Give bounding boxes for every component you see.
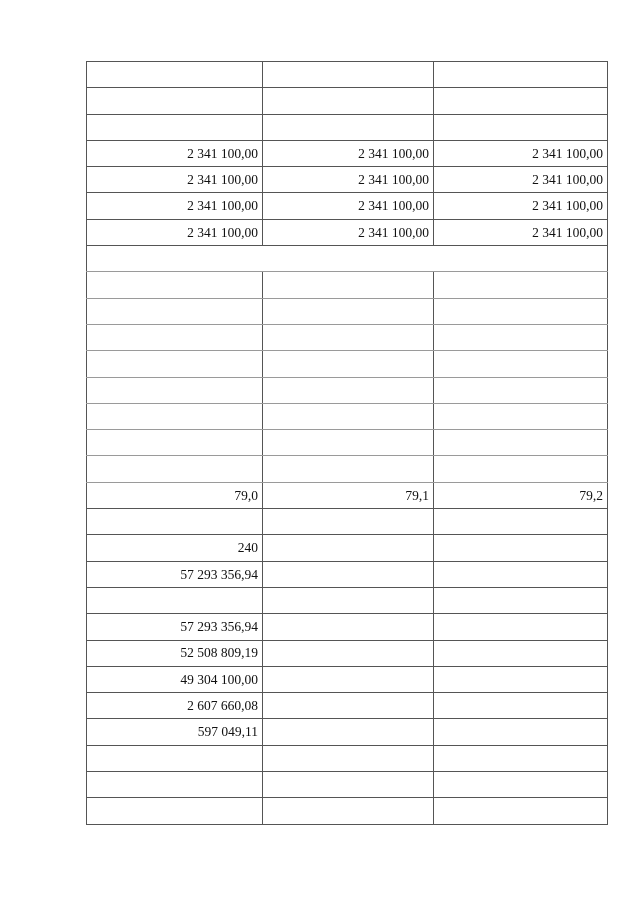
table-cell bbox=[434, 114, 608, 140]
table-cell: 49 304 100,00 bbox=[87, 666, 263, 692]
table-row bbox=[87, 640, 608, 666]
table-row bbox=[87, 666, 608, 692]
table-row bbox=[87, 719, 608, 745]
table-cell bbox=[87, 377, 263, 403]
table-cell: 2 341 100,00 bbox=[434, 193, 608, 219]
table-cell: 57 293 356,94 bbox=[87, 561, 263, 587]
table-cell: 2 341 100,00 bbox=[434, 219, 608, 245]
table-cell bbox=[87, 324, 263, 350]
table-cell: 2 341 100,00 bbox=[263, 219, 434, 245]
table-row bbox=[87, 745, 608, 771]
table-cell bbox=[434, 640, 608, 666]
table-row bbox=[87, 509, 608, 535]
table-row bbox=[87, 298, 608, 324]
table-cell: 2 341 100,00 bbox=[263, 140, 434, 166]
table-cell bbox=[87, 587, 263, 613]
table-row bbox=[87, 587, 608, 613]
table-cell bbox=[434, 456, 608, 482]
table-cell bbox=[87, 272, 263, 298]
table-row bbox=[87, 430, 608, 456]
table-row bbox=[87, 456, 608, 482]
table-cell bbox=[263, 561, 434, 587]
table-row bbox=[87, 167, 608, 193]
table-cell: 2 341 100,00 bbox=[87, 219, 263, 245]
table-cell bbox=[263, 351, 434, 377]
table-cell bbox=[263, 745, 434, 771]
table-row bbox=[87, 351, 608, 377]
table-cell: 2 341 100,00 bbox=[263, 193, 434, 219]
table-cell bbox=[87, 509, 263, 535]
table-cell bbox=[434, 351, 608, 377]
table-cell bbox=[263, 666, 434, 692]
table-cell bbox=[434, 772, 608, 798]
table-cell bbox=[434, 693, 608, 719]
table-cell bbox=[263, 272, 434, 298]
table-cell: 79,1 bbox=[263, 482, 434, 508]
table-cell bbox=[434, 587, 608, 613]
table-row bbox=[87, 193, 608, 219]
table-cell bbox=[263, 798, 434, 824]
data-table bbox=[86, 61, 608, 825]
table-cell bbox=[263, 88, 434, 114]
table-row bbox=[87, 482, 608, 508]
table-cell bbox=[434, 666, 608, 692]
table-cell bbox=[87, 745, 263, 771]
table-cell bbox=[434, 403, 608, 429]
table-cell bbox=[87, 114, 263, 140]
table-cell bbox=[87, 298, 263, 324]
table-cell bbox=[263, 614, 434, 640]
table-cell: 57 293 356,94 bbox=[87, 614, 263, 640]
table-cell bbox=[263, 456, 434, 482]
table-cell bbox=[263, 324, 434, 350]
table-cell bbox=[87, 430, 263, 456]
table-row bbox=[87, 219, 608, 245]
table-row bbox=[87, 272, 608, 298]
table-cell bbox=[87, 246, 608, 272]
table-cell bbox=[263, 377, 434, 403]
table-cell bbox=[87, 351, 263, 377]
table-cell bbox=[263, 430, 434, 456]
table-cell: 2 341 100,00 bbox=[87, 167, 263, 193]
table-row bbox=[87, 535, 608, 561]
table-row bbox=[87, 377, 608, 403]
table-cell bbox=[87, 772, 263, 798]
table-row bbox=[87, 614, 608, 640]
table-cell bbox=[263, 640, 434, 666]
table-cell bbox=[434, 509, 608, 535]
table-cell: 2 341 100,00 bbox=[87, 193, 263, 219]
table-body bbox=[87, 62, 608, 825]
table-row bbox=[87, 62, 608, 88]
table-cell bbox=[434, 535, 608, 561]
table-cell: 79,0 bbox=[87, 482, 263, 508]
table-cell bbox=[87, 456, 263, 482]
table-cell bbox=[263, 62, 434, 88]
table-row bbox=[87, 324, 608, 350]
table-cell bbox=[434, 430, 608, 456]
table-cell bbox=[434, 719, 608, 745]
table-cell: 2 341 100,00 bbox=[434, 167, 608, 193]
table-cell: 79,2 bbox=[434, 482, 608, 508]
table-cell: 2 341 100,00 bbox=[87, 140, 263, 166]
table-row bbox=[87, 561, 608, 587]
table-cell bbox=[263, 719, 434, 745]
table-row bbox=[87, 246, 608, 272]
table-cell bbox=[263, 298, 434, 324]
table-cell: 240 bbox=[87, 535, 263, 561]
table-row bbox=[87, 693, 608, 719]
table-cell bbox=[434, 614, 608, 640]
table-cell bbox=[434, 798, 608, 824]
table-cell: 597 049,11 bbox=[87, 719, 263, 745]
table-cell bbox=[263, 772, 434, 798]
table-cell bbox=[434, 272, 608, 298]
table-cell bbox=[263, 535, 434, 561]
table-row bbox=[87, 114, 608, 140]
table-cell bbox=[263, 114, 434, 140]
table-cell bbox=[434, 62, 608, 88]
table-cell bbox=[263, 587, 434, 613]
table-cell bbox=[87, 798, 263, 824]
table-row bbox=[87, 772, 608, 798]
table-cell bbox=[434, 377, 608, 403]
table-row bbox=[87, 140, 608, 166]
table-cell bbox=[263, 693, 434, 719]
table-cell: 2 607 660,08 bbox=[87, 693, 263, 719]
table-row bbox=[87, 88, 608, 114]
table-cell bbox=[87, 62, 263, 88]
table-cell bbox=[434, 298, 608, 324]
table-cell: 2 341 100,00 bbox=[434, 140, 608, 166]
table-cell bbox=[434, 324, 608, 350]
table-cell: 2 341 100,00 bbox=[263, 167, 434, 193]
table-cell bbox=[87, 88, 263, 114]
table-cell bbox=[434, 561, 608, 587]
table-cell bbox=[87, 403, 263, 429]
table-cell bbox=[263, 403, 434, 429]
table-cell bbox=[434, 745, 608, 771]
table-cell bbox=[434, 88, 608, 114]
table-row bbox=[87, 403, 608, 429]
table-cell: 52 508 809,19 bbox=[87, 640, 263, 666]
table-cell bbox=[263, 509, 434, 535]
table-row bbox=[87, 798, 608, 824]
